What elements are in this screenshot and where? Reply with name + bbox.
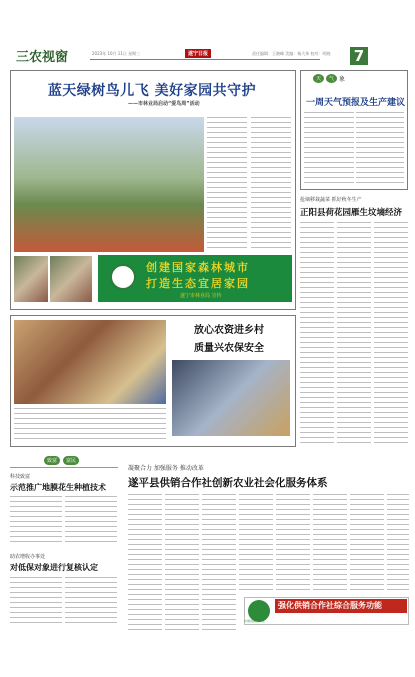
middle-story-photo-2	[172, 360, 290, 436]
right-story-kicker: 抢墒移栽蔬菜 抓好秋冬生产	[300, 197, 362, 203]
right-story-title: 正阳县荷花园雁生坟墒经济	[300, 208, 403, 218]
banner-line-2: 打造生态宜居家园	[146, 277, 250, 290]
bottom-left-body-1a	[10, 496, 62, 546]
weather-title: 一周天气预报及生产建议	[306, 98, 406, 108]
paper-logo: 遂宁日报	[185, 49, 211, 58]
bottom-main-body-col-2	[165, 494, 199, 632]
bottom-left-tag-1: 致富	[44, 456, 60, 465]
bottom-left-title-2: 对低保对象进行复核认定	[10, 563, 98, 572]
weather-tag-1: 天	[313, 74, 324, 83]
bottom-left-kicker-2: 助农增收办事处	[10, 554, 46, 560]
weather-tag-2: 气	[326, 74, 337, 83]
section-title: 三农视窗	[16, 50, 69, 65]
main-story-title: 蓝天绿树鸟儿飞 美好家园共守护	[47, 83, 257, 99]
header-date: 2023年 10月 11日 星期三	[92, 51, 141, 56]
bottom-main-title: 遂平县供销合作社创新农业社会化服务体系	[128, 477, 328, 489]
coop-ad-text: 强化供销合作社综合服务功能	[278, 601, 382, 610]
coop-logo-caption: 中国供销合作社	[244, 619, 266, 623]
forestry-bureau-logo-icon	[110, 264, 136, 290]
weather-body-col-2	[356, 112, 404, 186]
weather-body-col-1	[304, 112, 354, 186]
bottom-main-body-col-6	[313, 494, 347, 594]
page-number: 7	[350, 47, 368, 65]
weather-tag	[313, 74, 345, 83]
bottom-left-tag	[44, 456, 79, 465]
bottom-left-tag-2: 富民	[63, 456, 79, 465]
bottom-main-kicker: 凝聚合力 加强服务 推动改革	[128, 465, 204, 472]
bottom-left-body-2b	[65, 577, 117, 627]
right-story-body-col-3	[374, 222, 408, 447]
bottom-main-body-col-4	[239, 494, 273, 594]
banner-line-1: 创建国家森林城市	[146, 261, 250, 274]
bottom-main-body-col-1	[128, 494, 162, 632]
header-editor-info: 责任编辑：王晓峰 美编：杨大伟 校对：明晓	[252, 51, 331, 56]
bottom-left-body-2a	[10, 577, 62, 627]
main-story-small-photo-2	[50, 256, 92, 302]
bottom-main-body-col-7	[350, 494, 384, 594]
bottom-main-body-col-8	[387, 494, 409, 594]
main-story-subtitle: ——市林业局启动“爱鸟周”活动	[128, 101, 200, 107]
middle-story-title-line-2: 质量兴农保安全	[194, 343, 264, 354]
bottom-main-body-col-3	[202, 494, 236, 632]
main-story-small-photo-1	[14, 256, 48, 302]
main-story-body-col-1	[207, 117, 247, 252]
middle-story-body	[14, 408, 166, 442]
middle-story-photo-1	[14, 320, 166, 404]
bottom-left-rule	[10, 467, 118, 468]
header-rule	[90, 59, 320, 60]
banner-caption: 遂宁市林业局 宣传	[180, 293, 222, 299]
bottom-left-body-1b	[65, 496, 117, 546]
middle-story-title-line-1: 放心农资进乡村	[194, 325, 264, 336]
bottom-left-title-1: 示范推广地膜花生种植技术	[10, 483, 106, 492]
bottom-main-body-col-5	[276, 494, 310, 594]
right-story-body-col-1	[300, 222, 334, 447]
main-story-photo	[14, 117, 204, 252]
weather-tag-3: 象	[339, 76, 346, 83]
right-story-body-col-2	[337, 222, 371, 447]
bottom-left-kicker-1: 科技致富	[10, 474, 31, 480]
main-story-body-col-2	[251, 117, 291, 252]
